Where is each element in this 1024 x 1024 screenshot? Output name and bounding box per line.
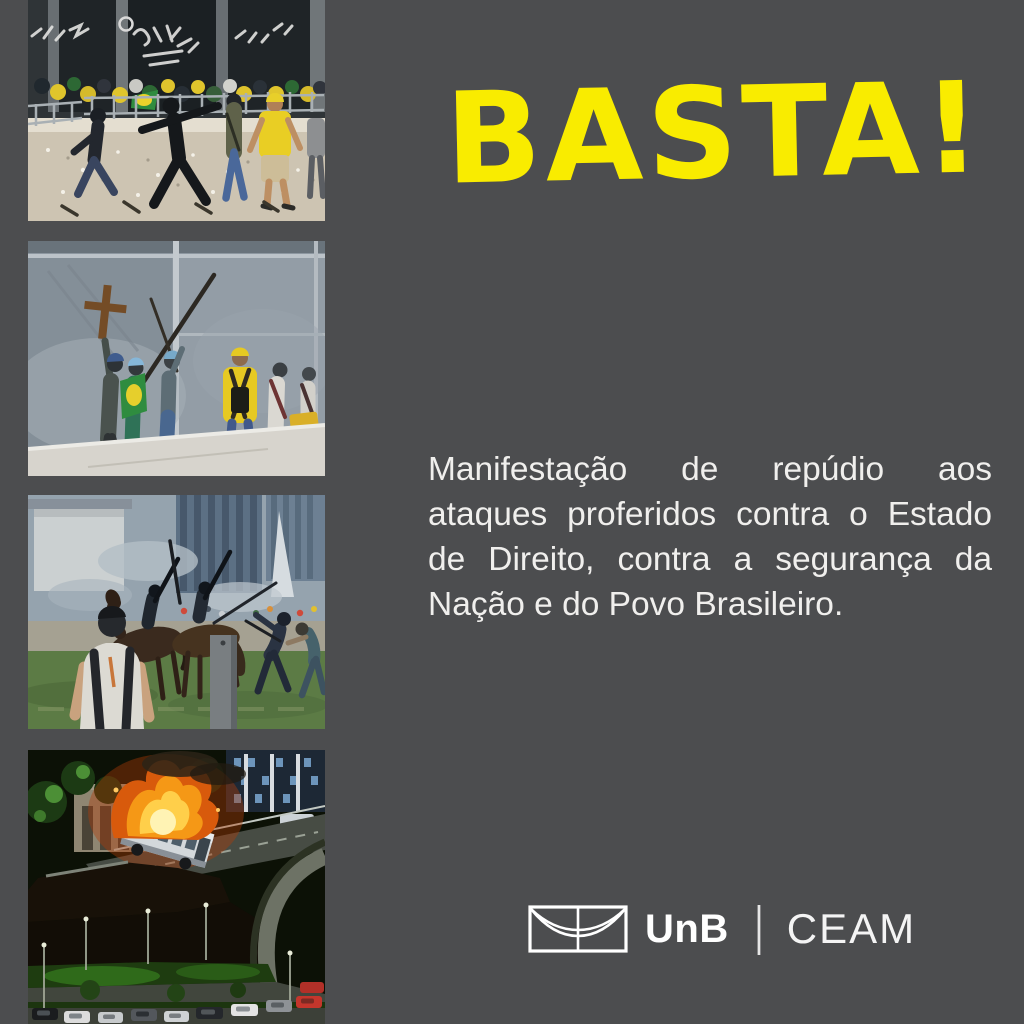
photo-riot-crowd (28, 0, 325, 221)
unb-crest-icon (528, 905, 628, 953)
logo-separator: | (754, 896, 764, 956)
manifesto-line: ataques proferidos contra o Estado (428, 496, 992, 533)
logo-lockup (528, 896, 917, 956)
manifesto-paragraph (428, 447, 992, 627)
manifesto-line: Nação e do Povo Brasileiro. (428, 586, 844, 623)
photo-burning-bus (28, 750, 325, 1024)
photo-cross-facade (28, 241, 325, 476)
photo-mounted-police (28, 495, 325, 729)
manifesto-line: Manifestação de repúdio aos (428, 451, 992, 488)
manifesto-line: de Direito, contra a segurança da (428, 541, 992, 578)
ceam-wordmark: CEAM (786, 905, 917, 952)
headline-basta: BASTA! (443, 53, 987, 213)
unb-wordmark: UnB (645, 906, 729, 951)
